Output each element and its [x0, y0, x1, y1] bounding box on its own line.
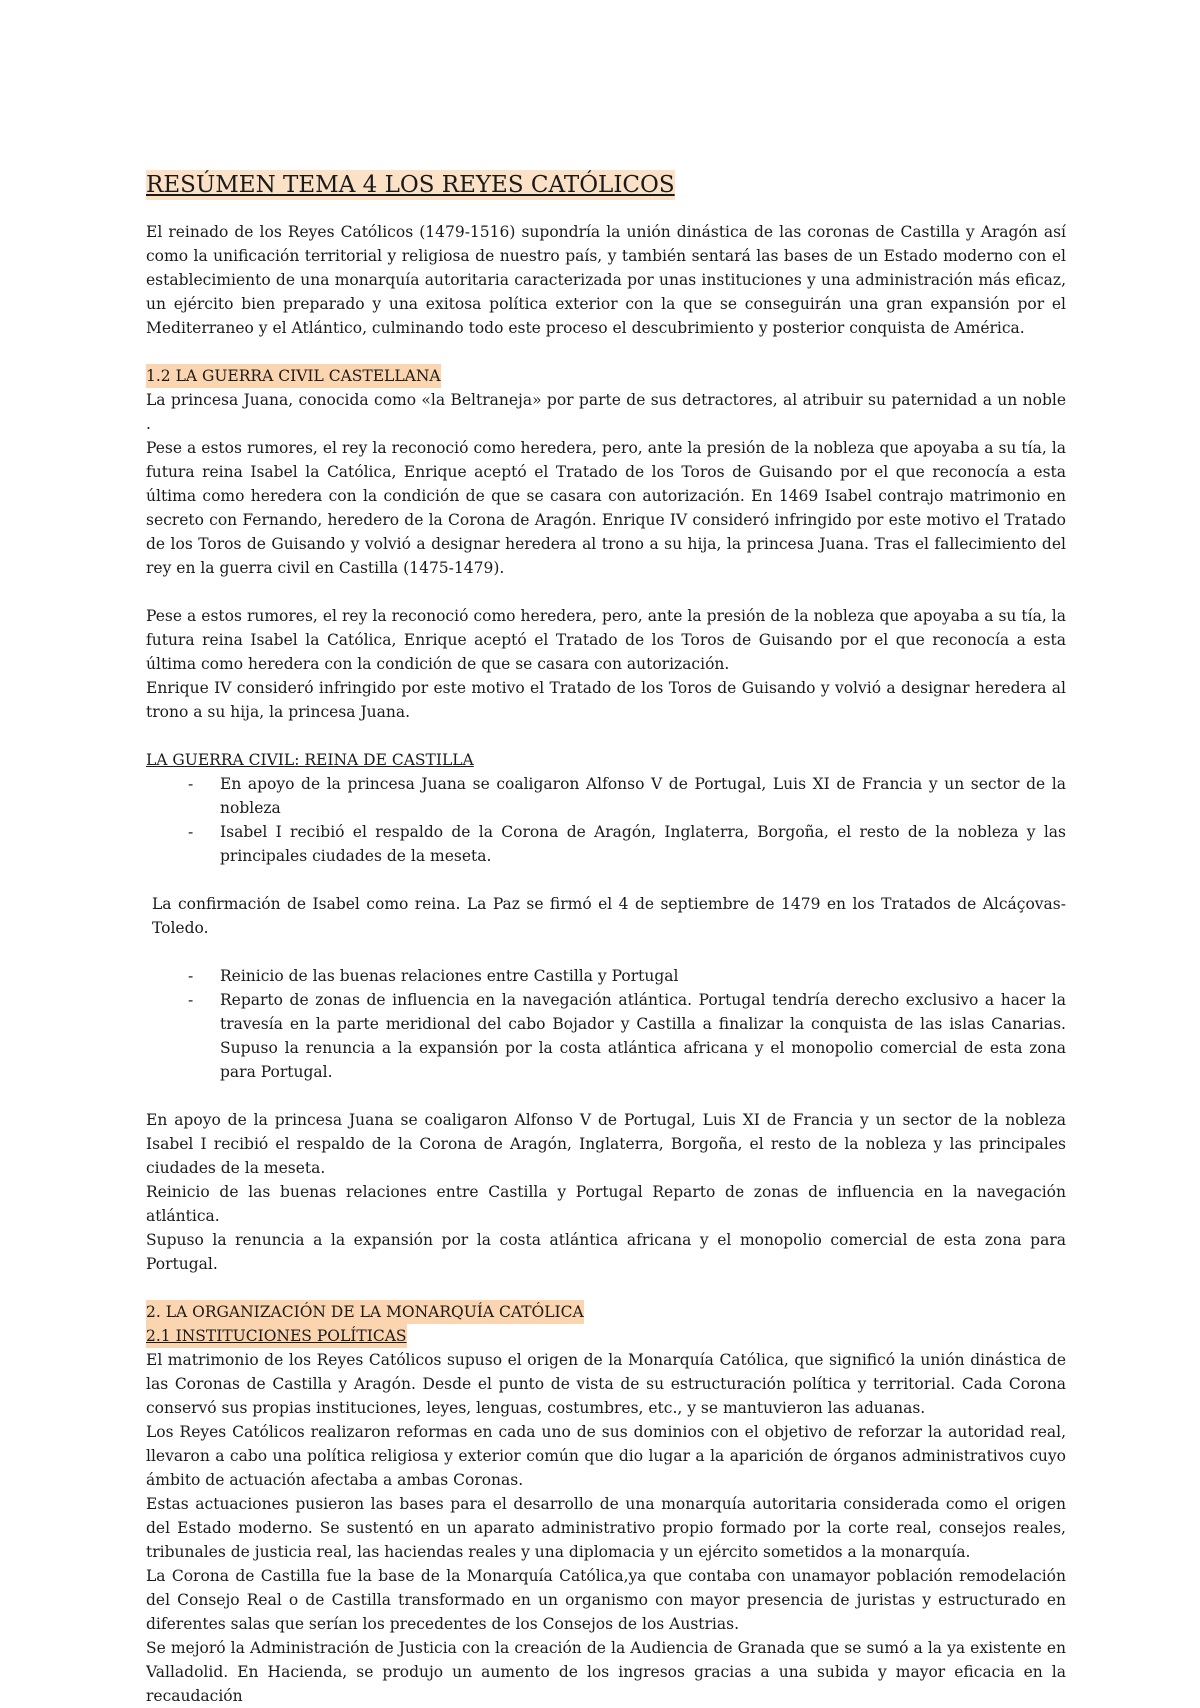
- intro-paragraph: El reinado de los Reyes Católicos (1479-1516) supondría la unión dinástica de las coronas de Castilla y Aragón así como la unificación territorial y religiosa de nuestro país, y también sentará las bases de un Estado moderno con el establecimiento de una monarquía autoritaria caracterizada por unas instituciones y una administración más eficaz, un ejército bien preparado y una exitosa política exterior con la que se conseguirán una gran expansión por el Mediterraneo y el Atlántico, culminando todo este proceso el descubrimiento y posterior conquista de América.: [146, 223, 1066, 337]
- paragraph-justicia: Se mejoró la Administración de Justicia con la creación de la Audiencia de Granada que se sumó a la ya existente en Valladolid. En Hacienda, se produjo un aumento de los ingresos gracias a una subida y mayor eficacia en la recaudación: [146, 1639, 1066, 1705]
- paragraph-reformas: Los Reyes Católicos realizaron reformas en cada uno de sus dominios con el objetivo de reforzar la autoridad real, llevaron a cabo una política religiosa y exterior común que dio lugar a la aparición de órganos administrativos cuyo ámbito de actuación afectaba a ambas Coronas.: [146, 1423, 1066, 1489]
- subheading-instituciones: 2.1 INSTITUCIONES POLÍTICAS: [146, 1324, 407, 1348]
- subheading-reina-castilla: LA GUERRA CIVIL: REINA DE CASTILLA: [146, 751, 474, 769]
- list-item: - Isabel I recibió el respaldo de la Corona de Aragón, Inglaterra, Borgoña, el resto de la nobleza y las principales ciudades de la meseta.: [188, 820, 1066, 868]
- paragraph-beltraneja: La princesa Juana, conocida como «la Beltraneja» por parte de sus detractores, al atribuir su paternidad a un noble .: [146, 391, 1066, 433]
- list-item: - Reparto de zonas de influencia en la navegación atlántica. Portugal tendría derecho exclusivo a hacer la travesía en la parte meridional del cabo Bojador y Castilla a finalizar la conquista de las islas Canarias. Supuso la renuncia a la expansión por la costa atlántica africana y el monopolio comercial de esta zona para Portugal.: [188, 988, 1066, 1084]
- paragraph-rumores-1: Pese a estos rumores, el rey la reconoció como heredera, pero, ante la presión de la nobleza que apoyaba a su tía, la futura reina Isabel la Católica, Enrique aceptó el Tratado de los Toros de Guisando por el que reconocía a esta última como heredera con la condición de que se casara con autorización. En 1469 Isabel contrajo matrimonio en secreto con Fernando, heredero de la Corona de Aragón. Enrique IV consideró infringido por este motivo el Tratado de los Toros de Guisando y volvió a designar heredera al trono a su hija, la princesa Juana. Tras el fallecimiento del rey en la guerra civil en Castilla (1475-1479).: [146, 439, 1066, 577]
- paragraph-rumores-2: Pese a estos rumores, el rey la reconoció como heredera, pero, ante la presión de la nobleza que apoyaba a su tía, la futura reina Isabel la Católica, Enrique aceptó el Tratado de los Toros de Guisando por el que reconocía a esta última como heredera con la condición de que se casara con autorización.: [146, 607, 1066, 673]
- paragraph-reinicio: Reinicio de las buenas relaciones entre Castilla y Portugal Reparto de zonas de influencia en la navegación atlántica.: [146, 1183, 1066, 1225]
- document-title: RESÚMEN TEMA 4 LOS REYES CATÓLICOS: [146, 172, 675, 198]
- paragraph-matrimonio: El matrimonio de los Reyes Católicos supuso el origen de la Monarquía Católica, que significó la unión dinástica de las Coronas de Castilla y Aragón. Desde el punto de vista de su estructuración política y territorial. Cada Corona conservó sus propias instituciones, leyes, lenguas, costumbres, etc., y se mantuvieron las aduanas.: [146, 1351, 1066, 1417]
- list-item: - En apoyo de la princesa Juana se coaligaron Alfonso V de Portugal, Luis XI de Francia y un sector de la nobleza: [188, 772, 1066, 820]
- document-page: [146, 170, 1066, 1708]
- paragraph-corona-castilla: La Corona de Castilla fue la base de la Monarquía Católica,ya que contaba con unamayor población remodelación del Consejo Real o de Castilla transformado en un organismo con mayor presencia de juristas y estructurado en diferentes salas que serían los precedentes de los Consejos de los Austrias.: [146, 1567, 1066, 1633]
- paragraph-enrique: Enrique IV consideró infringido por este motivo el Tratado de los Toros de Guisando y volvió a designar heredera al trono a su hija, la princesa Juana.: [146, 679, 1066, 721]
- list-item: - Reinicio de las buenas relaciones entre Castilla y Portugal: [188, 964, 1066, 988]
- paragraph-renuncia: Supuso la renuncia a la expansión por la costa atlántica africana y el monopolio comercial de esta zona para Portugal.: [146, 1231, 1066, 1273]
- paragraph-confirmacion: La confirmación de Isabel como reina. La Paz se firmó el 4 de septiembre de 1479 en los Tratados de Alcáçovas-Toledo.: [152, 895, 1066, 937]
- list-bandos: [146, 772, 1066, 868]
- section-heading-guerra-civil: 1.2 LA GUERRA CIVIL CASTELLANA: [146, 364, 441, 388]
- paragraph-estado-moderno: Estas actuaciones pusieron las bases para el desarrollo de una monarquía autoritaria considerada como el origen del Estado moderno. Se sustentó en un aparato administrativo propio formado por la corte real, consejos reales, tribunales de justicia real, las haciendas reales y una diplomacia y un ejército sometidos a la monarquía.: [146, 1495, 1066, 1561]
- list-tratados: [146, 964, 1066, 1084]
- paragraph-apoyo: En apoyo de la princesa Juana se coaligaron Alfonso V de Portugal, Luis XI de Francia y un sector de la nobleza Isabel I recibió el respaldo de la Corona de Aragón, Inglaterra, Borgoña, el resto de la nobleza y las principales ciudades de la meseta.: [146, 1111, 1066, 1177]
- section-heading-organizacion: 2. LA ORGANIZACIÓN DE LA MONARQUÍA CATÓLICA: [146, 1300, 584, 1324]
